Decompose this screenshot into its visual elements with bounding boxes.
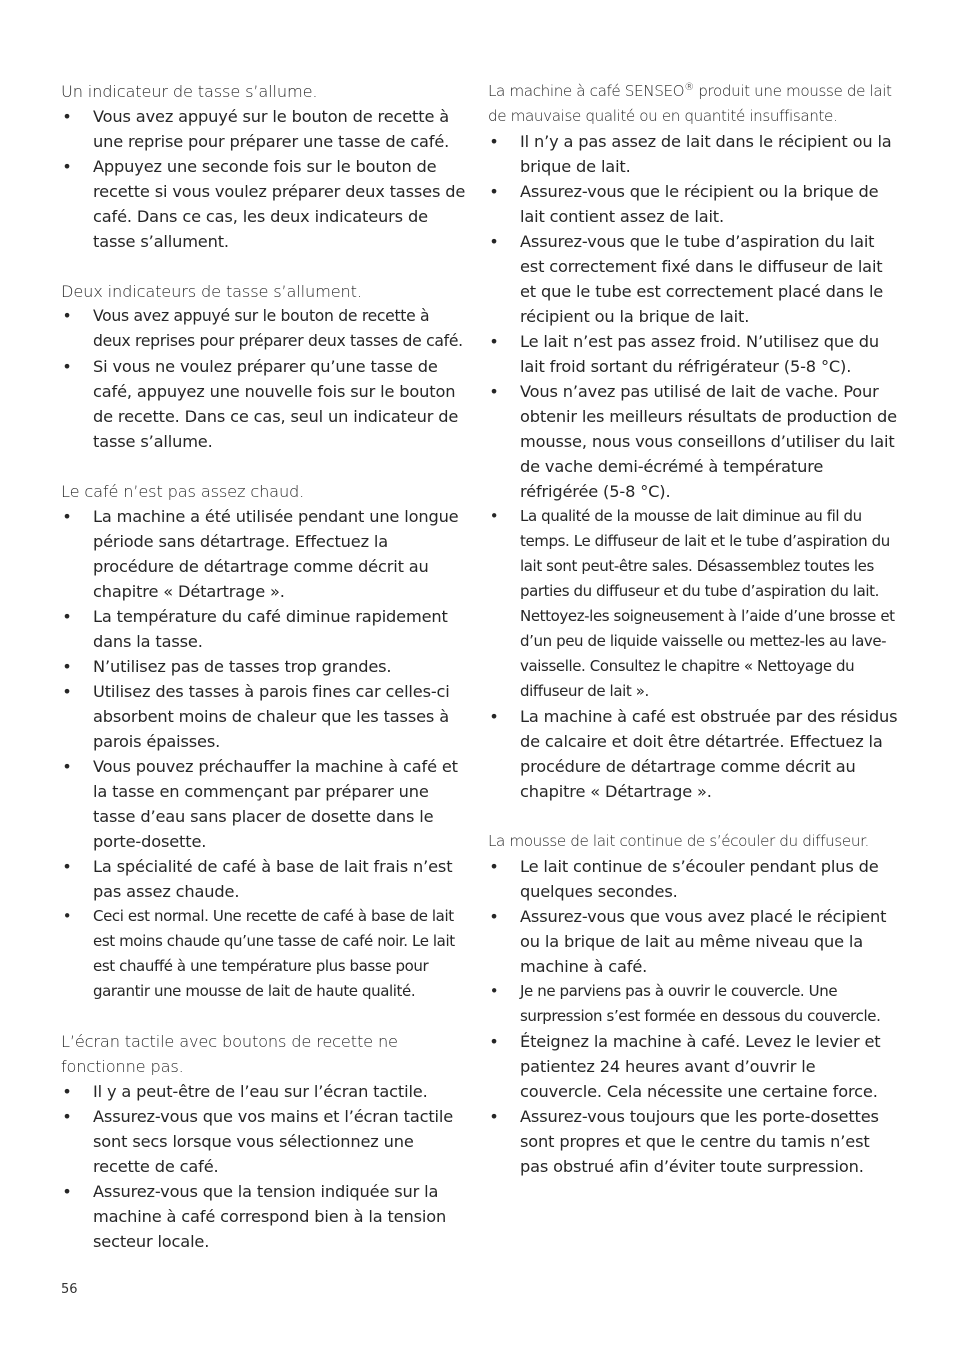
list-item: • Assurez-vous que vos mains et l’écran tactile sont secs lorsque vous sélectionnez une recette de café. xyxy=(61,1104,469,1179)
list-item: • Éteignez la machine à café. Levez le levier et patientez 24 heures avant d’ouvrir le couvercle. Cela nécessite une certaine force. xyxy=(488,1029,898,1104)
list-item: • Vous avez appuyé sur le bouton de recette à une reprise pour préparer une tasse de café. xyxy=(61,104,469,154)
bullet-icon: • xyxy=(62,157,72,176)
registered-mark: ® xyxy=(684,82,694,93)
list-item: • La machine a été utilisée pendant une longue période sans détartrage. Effectuez la procédure de détartrage comme décrit au chapitre « Détartrage ». xyxy=(61,504,469,604)
bullet-icon: • xyxy=(62,1082,72,1101)
bullet-icon: • xyxy=(489,707,499,726)
bullet-icon: • xyxy=(62,657,72,676)
page-number: 56 xyxy=(61,1282,78,1297)
list-item: • Je ne parviens pas à ouvrir le couvercle. Une surpression s’est formée en dessous du couvercle. xyxy=(488,979,898,1029)
list-item: • Il n’y a pas assez de lait dans le récipient ou la brique de lait. xyxy=(488,129,898,179)
bullet-icon: • xyxy=(489,857,499,876)
section-heading: La mousse de lait continue de s’écouler du diffuseur. xyxy=(488,832,869,850)
list-item: • Assurez-vous que la tension indiquée sur la machine à café correspond bien à la tension secteur locale. xyxy=(61,1179,469,1254)
section-touchscreen xyxy=(61,1029,469,1254)
bullet-icon: • xyxy=(62,907,72,925)
list-item: • Si vous ne voulez préparer qu’une tasse de café, appuyez une nouvelle fois sur le bouton de recette. Dans ce cas, seul un indicateur de tasse s’allume. xyxy=(61,354,469,454)
bullet-icon: • xyxy=(489,232,499,251)
list-item: • Il y a peut-être de l’eau sur l’écran tactile. xyxy=(61,1079,469,1104)
bullet-icon: • xyxy=(489,332,499,351)
list-item: • Le lait n’est pas assez froid. N’utilisez que du lait froid sortant du réfrigérateur (5-8 °C). xyxy=(488,329,898,379)
list-item: • Utilisez des tasses à parois fines car celles-ci absorbent moins de chaleur que les tasses à parois épaisses. xyxy=(61,679,469,754)
list-item: • La température du café diminue rapidement dans la tasse. xyxy=(61,604,469,654)
list-item: • Ceci est normal. Une recette de café à base de lait est moins chaude qu’une tasse de café noir. Le lait est chauffé à une température plus basse pour garantir une mousse de lait de haute qualité. xyxy=(61,904,469,1004)
section-heading: L’écran tactile avec boutons de recette ne fonctionne pas. xyxy=(61,1032,398,1076)
section-milk-foam-dripping xyxy=(488,829,898,1179)
list-item: • Vous avez appuyé sur le bouton de recette à deux reprises pour préparer deux tasses de café. xyxy=(61,304,469,354)
bullet-icon: • xyxy=(489,1032,499,1051)
list-item: • Assurez-vous que vous avez placé le récipient ou la brique de lait au même niveau que la machine à café. xyxy=(488,904,898,979)
bullet-icon: • xyxy=(62,1107,72,1126)
bullet-icon: • xyxy=(489,132,499,151)
left-column xyxy=(61,79,469,1279)
section-heading: Un indicateur de tasse s’allume. xyxy=(61,82,318,101)
list-item: • Assurez-vous toujours que les porte-dosettes sont propres et que le centre du tamis n’est pas obstrué afin d’éviter toute surpression. xyxy=(488,1104,898,1179)
bullet-icon: • xyxy=(62,857,72,876)
list-item: • La machine à café est obstruée par des résidus de calcaire et doit être détartrée. Effectuez la procédure de détartrage comme décrit au chapitre « Détartrage ». xyxy=(488,704,898,804)
list-item: • La qualité de la mousse de lait diminue au fil du temps. Le diffuseur de lait et le tube d’aspiration du lait sont peut-être sales. Désassemblez toutes les parties du diffuseur et du tube d’aspiration du lait. Nettoyez-les soigneusement à l’aide d’une brosse et d’un peu de liquide vaisselle ou mettez-les au lave-vaisselle. Consultez le chapitre « Nettoyage du diffuseur de lait ». xyxy=(488,504,898,704)
bullet-icon: • xyxy=(489,507,499,525)
list-item: • Le lait continue de s’écouler pendant plus de quelques secondes. xyxy=(488,854,898,904)
bullet-list xyxy=(61,104,469,254)
bullet-icon: • xyxy=(62,757,72,776)
bullet-icon: • xyxy=(62,1182,72,1201)
bullet-icon: • xyxy=(62,507,72,526)
bullet-list xyxy=(61,304,469,454)
list-item: • Appuyez une seconde fois sur le bouton de recette si vous voulez préparer deux tasses de café. Dans ce cas, les deux indicateurs de tasse s’allument. xyxy=(61,154,469,254)
list-item: • N’utilisez pas de tasses trop grandes. xyxy=(61,654,469,679)
list-item: • Vous pouvez préchauffer la machine à café et la tasse en commençant par préparer une tasse d’eau sans placer de dosette dans le porte-dosette. xyxy=(61,754,469,854)
section-two-cup-indicators xyxy=(61,279,469,454)
list-item: • La spécialité de café à base de lait frais n’est pas assez chaude. xyxy=(61,854,469,904)
bullet-icon: • xyxy=(62,682,72,701)
list-item: • Vous n’avez pas utilisé de lait de vache. Pour obtenir les meilleurs résultats de production de mousse, nous vous conseillons d’utiliser du lait de vache demi-écrémé à température réfrigérée (5-8 °C). xyxy=(488,379,898,504)
list-item: • Assurez-vous que le récipient ou la brique de lait contient assez de lait. xyxy=(488,179,898,229)
bullet-icon: • xyxy=(489,1107,499,1126)
list-item: • Assurez-vous que le tube d’aspiration du lait est correctement fixé dans le diffuseur de lait et que le tube est correctement placé dans le récipient ou la brique de lait. xyxy=(488,229,898,329)
bullet-icon: • xyxy=(62,607,72,626)
bullet-list xyxy=(488,854,898,1179)
bullet-icon: • xyxy=(489,382,499,401)
section-heading: Le café n’est pas assez chaud. xyxy=(61,482,305,501)
bullet-icon: • xyxy=(489,982,499,1000)
bullet-icon: • xyxy=(489,182,499,201)
section-one-cup-indicator xyxy=(61,79,469,254)
section-heading: La machine à café SENSEO® produit une mousse de lait de mauvaise qualité ou en quantité insuffisante. xyxy=(488,82,892,125)
bullet-list xyxy=(61,504,469,1004)
right-column xyxy=(488,79,898,1204)
section-coffee-not-hot xyxy=(61,479,469,1004)
bullet-icon: • xyxy=(62,107,72,126)
section-heading: Deux indicateurs de tasse s’allument. xyxy=(61,282,362,301)
section-milk-foam-quality xyxy=(488,79,898,804)
bullet-list xyxy=(488,129,898,804)
bullet-icon: • xyxy=(62,307,72,325)
bullet-list xyxy=(61,1079,469,1254)
bullet-icon: • xyxy=(62,357,72,376)
bullet-icon: • xyxy=(489,907,499,926)
